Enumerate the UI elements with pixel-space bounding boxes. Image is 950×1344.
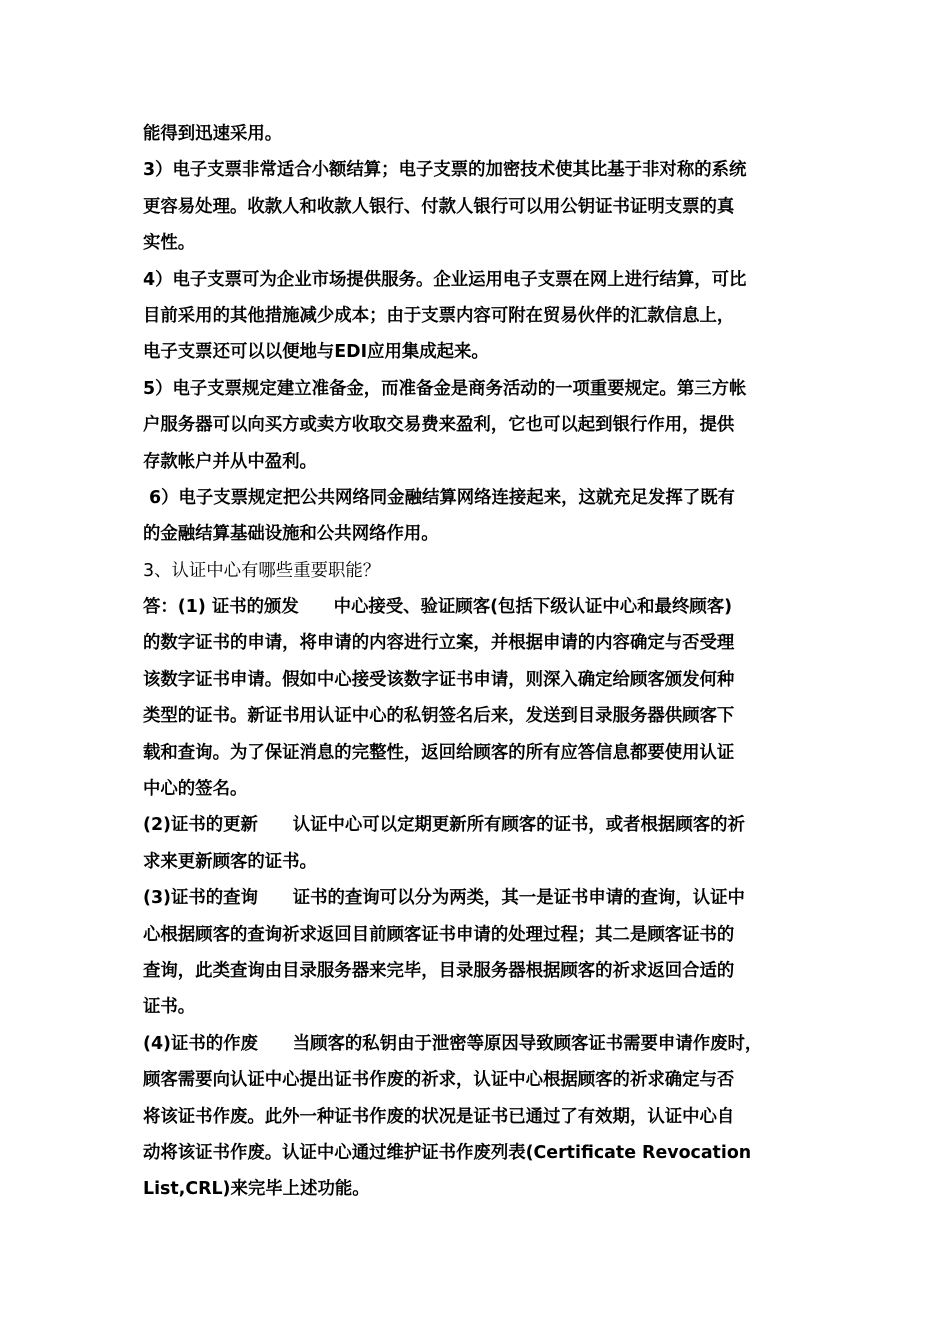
answer-line: 中心的签名。 [143, 779, 248, 800]
answer-line: 答：(1) 证书的颁发 中心接受、验证顾客(包括下级认证中心和最终顾客) [143, 597, 733, 618]
paragraph-line: 6）电子支票规定把公共网络同金融结算网络连接起来，这就充足发挥了既有 [149, 487, 735, 508]
answer-line: 类型的证书。新证书用认证中心的私钥签名后来，发送到目录服务器供顾客下 [143, 706, 735, 727]
answer-line: 求来更新顾客的证书。 [143, 851, 317, 872]
answer-line: 查询，此类查询由目录服务器来完毕，目录服务器根据顾客的祈求返回合适的 [143, 960, 735, 981]
answer-line: (2)证书的更新 认证中心可以定期更新所有顾客的证书，或者根据顾客的祈 [143, 815, 745, 836]
paragraph-line: 户服务器可以向买方或卖方收取交易费来盈利，它也可以起到银行作用，提供 [143, 415, 735, 436]
answer-line: List,CRL)来完毕上述功能。 [143, 1179, 370, 1200]
question-heading: 3、认证中心有哪些重要职能？ [143, 560, 381, 581]
paragraph-line: 存款帐户并从中盈利。 [143, 451, 317, 472]
answer-line: (4)证书的作废 当顾客的私钥由于泄密等原因导致顾客证书需要申请作废时， [143, 1033, 763, 1054]
paragraph-line: 目前采用的其他措施减少成本；由于支票内容可附在贸易伙伴的汇款信息上， [143, 305, 735, 326]
answer-line: 该数字证书申请。假如中心接受该数字证书申请，则深入确定给顾客颁发何种 [143, 669, 735, 690]
paragraph-line: 3）电子支票非常适合小额结算；电子支票的加密技术使其比基于非对称的系统 [143, 160, 747, 181]
paragraph-line: 更容易处理。收款人和收款人银行、付款人银行可以用公钥证书证明支票的真 [143, 196, 735, 217]
paragraph-line: 能得到迅速采用。 [143, 124, 283, 144]
answer-line: 载和查询。为了保证消息的完整性，返回给顾客的所有应答信息都要使用认证 [143, 742, 735, 763]
paragraph-line: 4）电子支票可为企业市场提供服务。企业运用电子支票在网上进行结算，可比 [143, 269, 747, 290]
answer-line: 的数字证书的申请，将申请的内容进行立案，并根据申请的内容确定与否受理 [143, 633, 735, 654]
answer-line: 动将该证书作废。认证中心通过维护证书作废列表(Certificate Revocation [143, 1142, 752, 1163]
answer-line: 证书。 [143, 997, 196, 1018]
document-body [143, 116, 813, 1208]
paragraph-line: 实性。 [143, 233, 196, 254]
paragraph-line: 的金融结算基础设施和公共网络作用。 [143, 524, 439, 545]
answer-line: 心根据顾客的查询祈求返回目前顾客证书申请的处理过程；其二是顾客证书的 [143, 924, 735, 945]
answer-line: 将该证书作废。此外一种证书作废的状况是证书已通过了有效期，认证中心自 [143, 1106, 735, 1127]
paragraph-line: 电子支票还可以以便地与EDI应用集成起来。 [143, 342, 489, 363]
answer-line: 顾客需要向认证中心提出证书作废的祈求，认证中心根据顾客的祈求确定与否 [143, 1070, 735, 1091]
paragraph-line: 5）电子支票规定建立准备金，而准备金是商务活动的一项重要规定。第三方帐 [143, 378, 747, 399]
answer-line: (3)证书的查询 证书的查询可以分为两类，其一是证书申请的查询，认证中 [143, 888, 745, 909]
